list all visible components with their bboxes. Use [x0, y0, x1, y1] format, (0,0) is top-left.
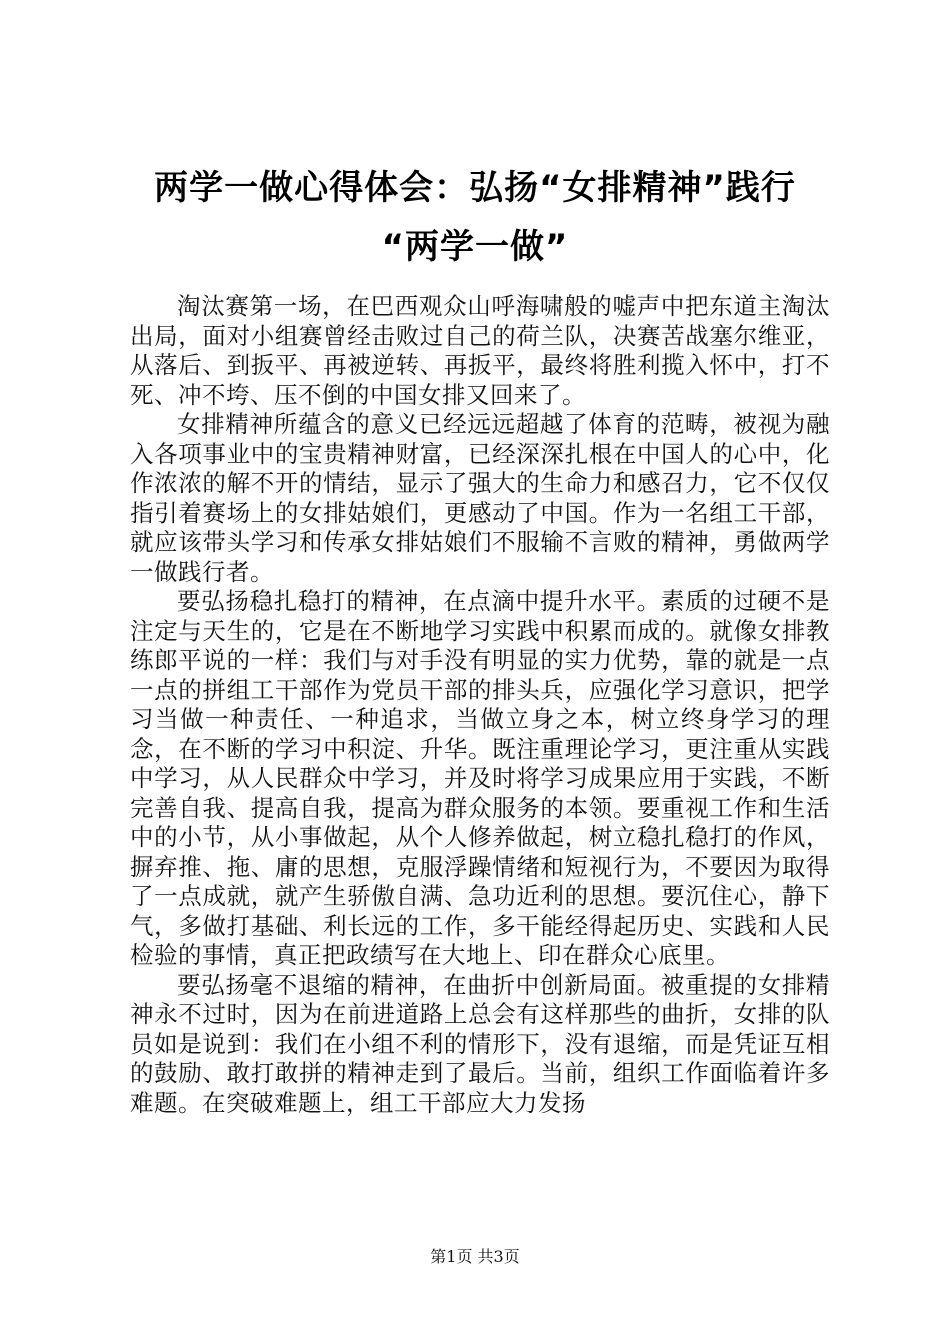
paragraph: 要弘扬稳扎稳打的精神，在点滴中提升水平。素质的过硬不是注定与天生的，它是在不断地学习实践中积累而成的。就像女排教练郎平说的一样：我们与对手没有明显的实力优势，靠的就是一点一点的拼组工干部作为党员干部的排头兵，应强化学习意识，把学习当做一种责任、一种追求，当做立身之本，树立终身学习的理念，在不断的学习中积淀、升华。既注重理论学习，更注重从实践中学习，从人民群众中学习，并及时将学习成果应用于实践，不断完善自我、提高自我，提高为群众服务的本领。要重视工作和生活中的小节，从小事做起，从个人修养做起，树立稳扎稳打的作风，摒弃推、拖、庸的思想，克服浮躁情绪和短视行为，不要因为取得了一点成就，就产生骄傲自满、急功近利的思想。要沉住心，静下气，多做打基础、利长远的工作，多干能经得起历史、实践和人民检验的事情，真正把政绩写在大地上、印在群众心底里。 — [130, 587, 830, 969]
document-title-line-2: “两学一做” — [381, 227, 569, 267]
document-title-line-1: 两学一做心得体会：弘扬“女排精神”践行 — [154, 168, 796, 208]
paragraph: 淘汰赛第一场，在巴西观众山呼海啸般的嘘声中把东道主淘汰出局，面对小组赛曾经击败过自己的荷兰队，决赛苦战塞尔维亚，从落后、到扳平、再被逆转、再扳平，最终将胜利揽入怀中，打不死、冲不垮、压不倒的中国女排又回来了。 — [130, 292, 830, 409]
page-number-footer: 第1页 共3页 — [430, 1247, 520, 1266]
paragraph: 女排精神所蕴含的意义已经远远超越了体育的范畴，被视为融入各项事业中的宝贵精神财富，已经深深扎根在中国人的心中，化作浓浓的解不开的情结，显示了强大的生命力和感召力，它不仅仅指引着赛场上的女排姑娘们，更感动了中国。作为一名组工干部，就应该带头学习和传承女排姑娘们不服输不言败的精神，勇做两学一做践行者。 — [130, 410, 830, 586]
paragraph: 要弘扬毫不退缩的精神，在曲折中创新局面。被重提的女排精神永不过时，因为在前进道路上总会有这样那些的曲折，女排的队员如是说到：我们在小组不利的情形下，没有退缩，而是凭证互相的鼓励、敢打敢拼的精神走到了最后。当前，组织工作面临着许多难题。在突破难题上，组工干部应大力发扬 — [130, 970, 830, 1117]
document-body — [130, 292, 830, 1118]
